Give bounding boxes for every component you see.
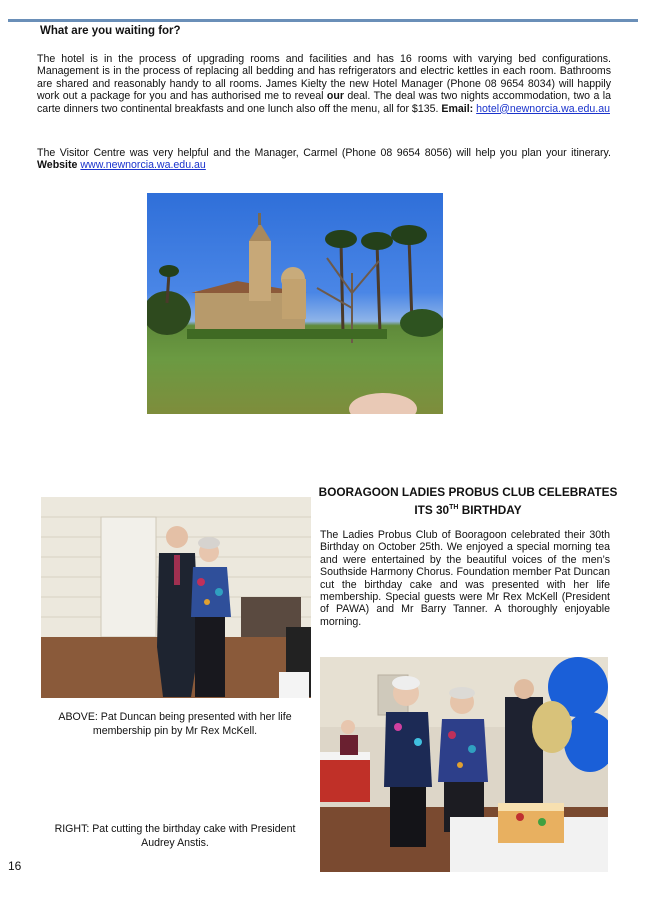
email-label: Email: bbox=[441, 102, 474, 115]
section-title-line1: BOORAGOON LADIES PROBUS CLUB CELEBRATES bbox=[318, 485, 618, 499]
cake-cutting-photo bbox=[320, 657, 608, 872]
website-label: Website bbox=[37, 159, 78, 172]
top-rule bbox=[8, 19, 638, 22]
website-link[interactable]: www.newnorcia.wa.edu.au bbox=[80, 159, 206, 172]
page-number: 16 bbox=[8, 859, 22, 873]
probus-paragraph: The Ladies Probus Club of Booragoon celebrated their 30th Birthday on October 25th. We enjoyed a special morning tea and were entertained by the beautiful voices of the men’s Southside Harmony Chorus. Foundation member Pat Duncan cut the birthday cake and was presented with her life membership. Special guests were Mr Rex McKell (President of PAWA) and Mr Barry Tanner. A thoroughly enjoyable morning. bbox=[320, 529, 610, 628]
email-link[interactable]: hotel@newnorcia.wa.edu.au bbox=[476, 102, 610, 115]
church-photo bbox=[147, 193, 443, 414]
article-heading: What are you waiting for? bbox=[40, 25, 181, 37]
caption-above: ABOVE: Pat Duncan being presented with her life membership pin by Mr Rex McKell. bbox=[58, 711, 292, 737]
visitor-centre-paragraph: The Visitor Centre was very helpful and the Manager, Carmel (Phone 08 9654 8056) will help you plan your itinerary. Website www.newnorcia.wa.edu.au bbox=[37, 147, 611, 172]
caption-right: RIGHT: Pat cutting the birthday cake with President Audrey Anstis. bbox=[54, 823, 296, 849]
section-title-line2: ITS 30TH BIRTHDAY bbox=[414, 502, 522, 517]
section-title bbox=[318, 485, 618, 518]
hotel-paragraph: The hotel is in the process of upgrading rooms and facilities and has 16 rooms with varying bed configurations. Management is in the process of replacing all bedding and has refrigerators and electric kettles in each room. Bathrooms are shared and reasonably handy to all rooms. James Kielty the new Hotel Manager (Phone 08 9654 8034) will happily work out a package for you and has authorised me to reveal our deal. The deal was two nights accommodation, two a la carte dinners two continental breakfasts and one lunch also off the menu, all for $135. Email: hotel@newnorcia.wa.edu.au bbox=[37, 53, 611, 115]
presentation-photo bbox=[41, 497, 311, 698]
